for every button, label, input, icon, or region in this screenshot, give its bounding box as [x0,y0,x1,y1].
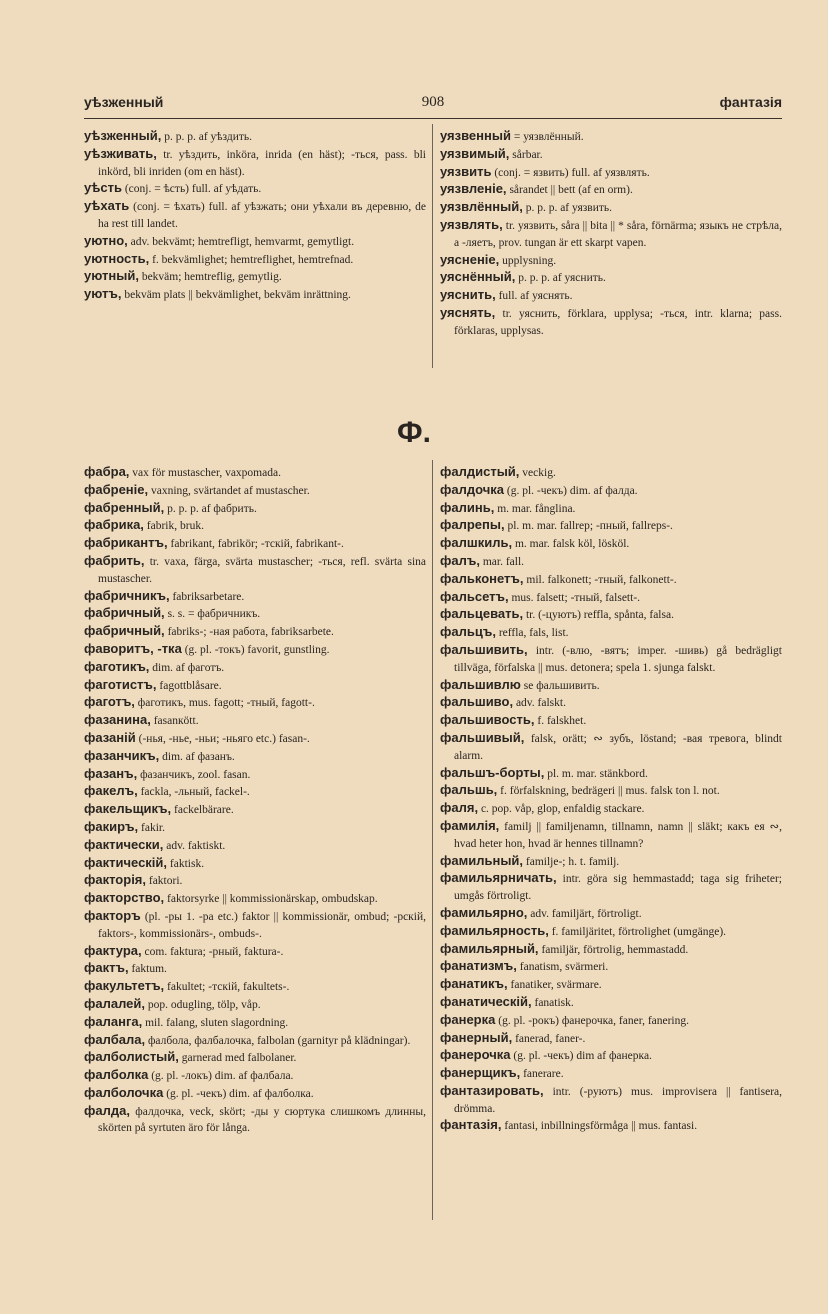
entry-definition: m. mar. fånglina. [494,502,576,515]
entry-definition: tr. уяснить, förklara, upplysa; -ться, intr. klarna; pass. förklaras, upplysas. [454,307,782,337]
dictionary-entry [440,199,782,217]
entry-headword: фаворитъ, -тка [84,640,182,656]
entry-definition: fabrikant, fabrikör; -тскій, fabrikant-. [167,538,344,551]
entry-definition: veckig. [519,467,556,479]
dictionary-entry [84,588,426,606]
dictionary-entry [84,694,426,712]
dictionary-entry [440,181,782,199]
entry-definition: fasanкött. [150,715,199,728]
dictionary-entry [440,1012,782,1030]
dictionary-entry [84,943,426,961]
entry-headword: фантазировать, [440,1082,544,1098]
entry-headword: уѣсть [84,180,122,196]
entry-definition: adv. faktiskt. [163,839,226,852]
entry-definition: mil. falkonett; -тный, falkonett-. [523,573,677,586]
dictionary-entry [84,996,426,1014]
dictionary-entry [84,730,426,748]
dictionary-entry [440,624,782,642]
entry-definition: (g. pl. -чекъ) dim. af фалболка. [163,1087,314,1100]
entry-headword: фалинь, [440,499,495,515]
entry-headword: фанатикъ, [440,976,508,992]
entry-definition: (g. pl. -локъ) dim. af фалбала. [148,1070,294,1083]
entry-headword: уѣзживать, [84,145,157,161]
dictionary-entry [440,146,782,164]
dictionary-entry [440,958,782,976]
entry-definition: familjär, förtrolig, hemmastadd. [538,943,689,956]
entry-headword: фалдочка [440,481,505,497]
entry-definition: adv. bekvämt; hemtrefligt, hemvarmt, gemytligt. [127,235,355,248]
dictionary-entry [440,500,782,518]
dictionary-entry [84,1049,426,1067]
entry-definition: fackelbärare. [171,804,234,817]
dictionary-entry [440,1030,782,1048]
entry-headword: фальшивость, [440,712,535,728]
dictionary-entry [440,1047,782,1065]
entry-definition: sårbar. [509,148,543,161]
entry-headword: фальконетъ, [440,570,524,586]
header-right-guideword: фантазія [719,94,782,110]
dictionary-entry [440,464,782,482]
entry-headword: фальшивить, [440,641,528,657]
entry-definition: upplysning. [499,254,557,267]
dictionary-entry [440,535,782,553]
dictionary-entry [440,1117,782,1135]
entry-headword: фалбала, [84,1031,146,1047]
entry-headword: фабричный, [84,623,165,639]
entry-definition: (pl. -ры 1. -ра etc.) faktor || kommissionär, ombud; -рскій, faktors-, kommissionärs-, ombuds-. [98,910,426,940]
dictionary-entry [84,128,426,146]
entry-definition: intr. (-влю, -вятъ; imper. -шивь) gå bedrägligt tillväga, förfalska || mus. detonera; spela 1. sjunga falskt. [454,644,782,674]
entry-definition: faktum. [128,963,167,976]
dictionary-entry [84,908,426,943]
entry-headword: фаготикъ, [84,658,150,674]
dictionary-entry [84,677,426,695]
dictionary-entry [84,233,426,251]
entry-definition: f. bekvämlighet; hemtreflighet, hemtrefnad. [149,253,354,266]
entry-definition: com. faktura; -рный, faktura-. [141,945,284,958]
dictionary-entry [440,553,782,571]
entry-headword: фальшивлю [440,676,521,692]
dictionary-entry [440,589,782,607]
dictionary-entry [440,853,782,871]
dictionary-entry [84,500,426,518]
entry-definition: p. p. p. af фабрить. [164,502,257,515]
dictionary-entry [440,517,782,535]
entry-definition: p. p. p. af уязвить. [522,202,613,215]
dictionary-entry [84,837,426,855]
entry-definition: pop. odugling, tölp, våp. [145,998,261,1011]
entry-headword: уѣхать [84,198,130,214]
entry-headword: фазаній [84,729,136,745]
dictionary-entry [440,642,782,677]
entry-headword: фалдистый, [440,464,520,479]
entry-headword: фабра, [84,464,130,479]
dictionary-entry [84,783,426,801]
dictionary-entry [84,1067,426,1085]
entry-headword: фалрепы, [440,517,505,533]
entry-headword: фактическій, [84,854,168,870]
entry-definition: фазанчикъ, zool. fasan. [137,768,251,781]
entry-definition: (g. pl. -рокъ) фанерочка, faner, fanering. [495,1014,690,1027]
dictionary-entry [440,482,782,500]
dictionary-entry [84,553,426,588]
entry-headword: фалболистый, [84,1049,179,1065]
entry-definition: mil. falang, sluten slagordning. [142,1016,289,1029]
dictionary-entry [440,606,782,624]
entry-headword: факторъ [84,907,141,923]
entry-headword: фабричникъ, [84,587,170,603]
entry-headword: фальшивый, [440,729,525,745]
entry-headword: факиръ, [84,818,139,834]
entry-headword: фальсетъ, [440,588,509,604]
entry-definition: (conj. = ѣхать) full. af уѣзжать; они уѣхали въ деревню, de ha rest till landet. [98,201,426,230]
dictionary-entry [440,217,782,252]
entry-definition: = уязвлённый. [510,131,584,143]
running-header [84,94,782,114]
top-column-divider [432,124,433,368]
left-column [84,464,426,1137]
entry-headword: фазанина, [84,712,151,728]
entry-headword: факельщикъ, [84,801,172,817]
entry-headword: фамильярный, [440,940,539,956]
entry-headword: фальцъ, [440,624,496,640]
entry-definition: (conj. = язвить) full. af уязвлять. [491,166,650,179]
dictionary-entry [84,641,426,659]
entry-headword: фаланга, [84,1013,143,1029]
entry-definition: fabriks-; -ная работа, fabriksarbete. [164,626,334,639]
entry-definition: tr. уѣздить, inköra, inrida (en häst); -ться, pass. bli inkörd, bli inriden (om en häst). [98,148,426,178]
dictionary-entry [440,1083,782,1118]
entry-definition: intr. (-руютъ) mus. improvisera || fantisera, drömma. [454,1085,782,1115]
dictionary-entry [84,623,426,641]
entry-headword: фамильный, [440,852,524,868]
entry-definition: familje-; h. t. familj. [523,855,620,868]
entry-headword: фабреніе, [84,481,149,497]
entry-headword: фамильярно, [440,904,528,920]
entry-headword: факультетъ, [84,978,165,994]
entry-headword: фабрикантъ, [84,535,168,551]
dictionary-entry [440,1065,782,1083]
entry-definition: adv. falskt. [513,697,566,710]
entry-headword: фалболка [84,1067,149,1083]
entry-definition: familj || familjenamn, tillnamn, namn || släkt; какъ ея ∾, hvad heter hon, hvad är hennes tillnamn? [454,820,782,850]
dictionary-entry [84,712,426,730]
entry-definition: f. familjäritet, förtrolighet (umgänge). [548,925,727,938]
entry-definition: fabriksarbetare. [169,590,245,603]
dictionary-entry [440,923,782,941]
entry-headword: фалда, [84,1102,130,1118]
dictionary-entry [440,287,782,305]
dictionary-entry [440,694,782,712]
entry-definition: vax för mustascher, vaxpomada. [129,467,281,479]
entry-definition: p. p. p. af уѣздить. [161,131,253,143]
header-left-guideword: уѣзженный [84,94,164,110]
entry-headword: фанатическій, [440,993,532,1009]
entry-definition: fakir. [138,821,165,834]
entry-definition: falsk, orätt; ∾ зубъ, löstand; -вая тревога, blindt alarm. [454,732,782,762]
entry-headword: уясненіе, [440,251,500,267]
entry-headword: уютный, [84,268,139,284]
dictionary-entry [84,766,426,784]
dictionary-entry [440,128,782,146]
entry-headword: фактура, [84,942,142,958]
entry-definition: pl. m. mar. stänkbord. [544,767,648,780]
entry-definition: fanatiker, svärmare. [507,979,602,992]
dictionary-entry [84,978,426,996]
entry-definition: bekväm; hemtreflig, gemytlig. [138,271,282,284]
entry-definition: tr. уязвить, såra || bita || * såra, förnärma; языкъ не стрѣла, а -ляетъ, prov. tungan är ett skarpt vapen. [454,219,782,249]
entry-headword: факелъ, [84,783,138,799]
entry-definition: faktisk. [167,857,205,870]
dictionary-entry [440,730,782,765]
dictionary-entry [440,994,782,1012]
entry-headword: уѣзженный, [84,128,162,143]
entry-definition: adv. familjärt, förtroligt. [527,907,642,920]
dictionary-entry [84,482,426,500]
entry-headword: фанатизмъ, [440,958,517,974]
entry-definition: bekväm plats || bekvämlighet, bekväm inrättning. [121,289,351,302]
dictionary-entry [84,748,426,766]
entry-definition: dim. af фазанъ. [159,750,235,763]
dictionary-entry [84,180,426,198]
entry-definition: (-нья, -нье, -ньи; -ньяго etc.) fasan-. [135,732,310,745]
entry-headword: уязвлённый, [440,199,523,215]
dictionary-entry [440,941,782,959]
entry-headword: фамильярность, [440,922,549,938]
entry-definition: f. falskhet. [534,715,587,728]
entry-definition: fanerad, faner-. [512,1032,586,1045]
entry-headword: уязвенный [440,128,511,143]
entry-definition: (g. pl. -чекъ) dim. af фалда. [504,484,638,497]
entry-headword: фальшь, [440,782,498,798]
entry-definition: фаготикъ, mus. fagott; -тный, fagott-. [134,697,315,710]
entry-definition: mar. fall. [479,555,525,568]
entry-headword: фазанчикъ, [84,747,160,763]
entry-definition: reffla, fals, list. [495,627,569,640]
entry-headword: уютъ, [84,286,122,302]
dictionary-entry [440,712,782,730]
page-number: 908 [421,94,445,110]
dictionary-entry [84,517,426,535]
entry-headword: фалъ, [440,552,480,568]
dictionary-entry [84,286,426,304]
entry-headword: фабрика, [84,517,144,533]
entry-headword: уязвлять, [440,216,503,232]
entry-definition: s. s. = фабричникъ. [164,608,261,621]
dictionary-entry [84,251,426,269]
dictionary-entry [440,818,782,853]
dictionary-entry [440,571,782,589]
entry-definition: (g. pl. -чекъ) dim af фанерка. [510,1050,652,1063]
dictionary-entry [440,800,782,818]
entry-headword: фалболочка [84,1084,164,1100]
dictionary-entry [440,269,782,287]
entry-headword: факторія, [84,872,146,888]
dictionary-entry [440,765,782,783]
entry-definition: garnerad med falbolaner. [178,1052,297,1065]
entry-definition: fagottblåsare. [156,679,222,692]
entry-definition: sårandet || bett (af en orm). [506,184,633,197]
dictionary-entry [440,164,782,182]
entry-headword: уязвить [440,163,492,179]
dictionary-entry [84,960,426,978]
dictionary-entry [440,782,782,800]
section-letter: Ф. [397,416,431,449]
entry-headword: фактъ, [84,960,129,976]
entry-headword: фабренный, [84,499,165,515]
entry-headword: фазанъ, [84,765,138,781]
entry-headword: фаготъ, [84,694,135,710]
dictionary-entry [84,801,426,819]
entry-definition: tr. vaxa, färga, svärta mustascher; -ться, refl. svärta sina mustascher. [98,555,426,585]
entry-headword: фамилія, [440,817,500,833]
dictionary-entry [84,268,426,286]
entry-definition: intr. göra sig hemmastadd; taga sig friheter; umgås förtroligt. [454,873,782,903]
entry-headword: уютность, [84,250,150,266]
dictionary-entry [84,890,426,908]
entry-headword: фактически, [84,836,164,852]
entry-headword: фалшкиль, [440,535,513,551]
entry-definition: (conj. = ѣсть) full. af уѣдать. [121,183,262,196]
entry-definition: (g. pl. -токъ) favorit, gunstling. [181,643,330,656]
entry-definition: p. p. p. af уяснить. [515,272,606,285]
entry-headword: уютно, [84,232,128,248]
dictionary-entry [84,659,426,677]
entry-definition: tr. (-цуютъ) reffla, spånta, falsa. [523,609,674,622]
dictionary-entry [440,252,782,270]
dictionary-entry [84,1085,426,1103]
right-column [440,464,782,1135]
entry-headword: фальшиво, [440,694,514,710]
entry-headword: фамильярничать, [440,870,557,886]
dictionary-entry [440,870,782,905]
dictionary-entry [440,976,782,994]
entry-definition: fantasi, inbillningsförmåga || mus. fantasi. [501,1120,698,1133]
entry-definition: faktori. [146,875,183,888]
entry-definition: f. förfalskning, bedrägeri || mus. falsk ton l. not. [497,785,720,798]
entry-headword: фанерочка [440,1047,511,1063]
dictionary-entry [440,305,782,340]
entry-headword: уязвимый, [440,145,510,161]
dictionary-entry [84,198,426,233]
entry-headword: уяснить, [440,287,496,303]
entry-definition: fabrik, bruk. [143,520,204,533]
entry-headword: фантазія, [440,1117,502,1133]
entry-headword: уяснённый, [440,269,516,285]
entry-definition: mus. falsett; -тный, falsett-. [508,591,641,604]
main-column-divider [432,460,433,1220]
dictionary-entry [440,905,782,923]
entry-headword: фальцевать, [440,606,524,622]
entry-definition: c. pop. våp, glop, enfaldig stackare. [478,803,645,816]
dictionary-entry [84,146,426,181]
entry-headword: фанерный, [440,1029,513,1045]
entry-definition: fanatisk. [531,996,574,1009]
entry-definition: se фальшивить. [520,679,600,692]
top-right-column [440,128,782,340]
entry-headword: фанерка [440,1011,496,1027]
entry-headword: фалалей, [84,995,146,1011]
entry-definition: фалбола, фалбалочка, falbolan (garnityr på klädningar). [145,1034,411,1047]
header-rule [84,118,782,119]
entry-headword: фабричный, [84,605,165,621]
entry-definition: fackla, -льный, fackel-. [137,786,250,799]
entry-definition: фалдочка, veck, skört; -ды у сюртука слишкомъ длинны, skörten på syrtuten äro för långa. [98,1105,426,1135]
entry-definition: m. mar. falsk köl, lösköl. [512,538,630,551]
dictionary-entry [84,819,426,837]
dictionary-entry [84,535,426,553]
entry-headword: факторство, [84,890,165,906]
entry-definition: faktorsyrke || kommissionärskap, ombudskap. [164,893,378,906]
entry-headword: фанерщикъ, [440,1065,521,1081]
dictionary-entry [84,1032,426,1050]
entry-headword: уяснять, [440,304,496,320]
entry-headword: фаля, [440,800,479,816]
entry-headword: фаготистъ, [84,676,157,692]
dictionary-entry [84,855,426,873]
dictionary-entry [84,605,426,623]
dictionary-entry [84,1014,426,1032]
entry-definition: pl. m. mar. fallrep; -пный, fallreps-. [504,520,673,533]
entry-definition: dim. af фаготъ. [149,661,225,674]
entry-headword: фабрить, [84,552,145,568]
entry-definition: full. af уяснять. [495,290,573,303]
entry-definition: vaxning, svärtandet af mustascher. [148,484,310,497]
dictionary-entry [440,677,782,695]
dictionary-entry [84,872,426,890]
entry-headword: уязвленіе, [440,181,507,197]
dictionary-entry [84,464,426,482]
entry-definition: fanerare. [520,1068,564,1081]
entry-headword: фальшъ-борты, [440,764,545,780]
entry-definition: fanatism, svärmeri. [516,961,609,974]
entry-definition: fakultet; -тскій, fakultets-. [164,981,290,994]
dictionary-entry [84,1103,426,1138]
top-left-column [84,128,426,304]
